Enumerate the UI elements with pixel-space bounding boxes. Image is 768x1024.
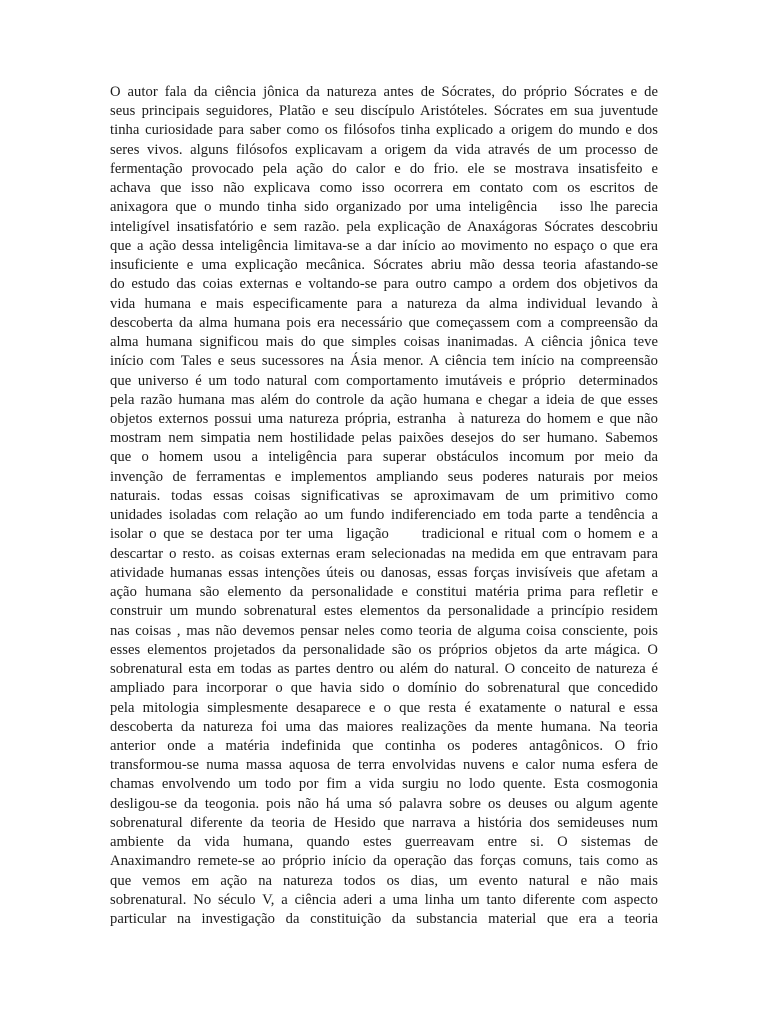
text-line: anterior onde a matéria indefinida que continha os poderes antagônicos. O frio <box>110 737 658 754</box>
text-line: descoberta da alma humana pois era necessário que começassem com a compreensão da <box>110 314 658 331</box>
text-line: particular na investigação da constituição da substancia material que era a teoria <box>110 911 658 928</box>
text-line: seres vivos. alguns filósofos explicavam a origem da vida através de um processo de <box>110 141 658 158</box>
text-line: que vemos em ação na natureza todos os dias, um evento natural e não mais <box>110 872 658 889</box>
text-line: Anaximandro remete-se ao próprio início da operação das forças comuns, tais como as <box>110 853 658 870</box>
text-line: desligou-se da teogonia. pois não há uma só palavra sobre os deuses ou algum agente <box>110 795 658 812</box>
text-line: alma humana significou mais do que simples coisas inanimadas. A ciência jônica teve <box>110 334 658 351</box>
text-line: transformou-se numa massa aquosa de terra envolvidas nuvens e calor numa esfera de <box>110 757 658 774</box>
text-line: insuficiente e uma explicação mecânica. Sócrates abriu mão dessa teoria afastando-se <box>110 257 658 274</box>
text-line: do estudo das coias externas e voltando-se para outro campo a ordem dos objetivos da <box>110 276 658 293</box>
text-line: sobrenatural esta em todas as partes dentro ou além do natural. O conceito de natureza é <box>110 661 658 678</box>
text-line: atividade humanas essas intenções úteis ou danosas, essas forças invisíveis que afetam a <box>110 564 658 581</box>
text-line: O autor fala da ciência jônica da natureza antes de Sócrates, do próprio Sócrates e de <box>110 84 658 100</box>
text-line: que a ação dessa inteligência limitava-se a dar início ao movimento no espaço o que era <box>110 237 658 254</box>
text-line: invenção de ferramentas e implementos ampliando seus poderes naturais por meios <box>110 468 658 485</box>
text-line: descartar o resto. as coisas externas eram selecionadas na medida em que entravam para <box>110 545 658 562</box>
text-line: construir um mundo sobrenatural estes elementos da personalidade a princípio residem <box>110 603 658 620</box>
text-line: que o homem usou a inteligência para superar obstáculos incomum por meio da <box>110 449 658 466</box>
text-line: nas coisas , mas não devemos pensar neles como teoria de alguma coisa consciente, pois <box>110 622 658 639</box>
text-line: esses elementos projetados da personalidade são os próprios objetos da arte mágica. O <box>110 641 658 658</box>
text-line: tinha curiosidade para saber como os filósofos tinha explicado a origem do mundo e dos <box>110 122 658 139</box>
text-line: início com Tales e seus sucessores na Ásia menor. A ciência tem início na compreensão <box>110 353 658 370</box>
text-line: pela mitologia simplesmente desaparece e o que resta é exatamente o natural e essa <box>110 699 658 716</box>
text-line: sobrenatural diferente da teoria de Hesido que narrava a história dos semideuses num <box>110 814 658 831</box>
text-line: seus principais seguidores, Platão e seu discípulo Aristóteles. Sócrates em sua juventude <box>110 103 658 120</box>
text-line: ambiente da vida humana, quando estes guerreavam entre si. O sistemas de <box>110 834 658 851</box>
text-line: objetos externos possui uma natureza própria, estranha à natureza do homem e que não <box>110 410 658 427</box>
text-line: pela razão humana mas além do controle da ação humana e chegar a ideia de que esses <box>110 391 658 408</box>
text-line: anixagora que o mundo tinha sido organizado por uma inteligência isso lhe parecia <box>110 199 658 216</box>
text-line: achava que isso não explicava como isso ocorrera em contato com os escritos de <box>110 180 658 197</box>
text-line: vida humana e mais especificamente para a natureza da alma individual levando à <box>110 295 658 312</box>
text-line: isolar o que se destaca por ter uma ligação tradicional e ritual com o homem e a <box>110 526 658 543</box>
text-line: inteligível insatisfatório e sem razão. pela explicação de Anaxágoras Sócrates descobriu <box>110 218 658 235</box>
text-line: descoberta da natureza foi uma das maiores realizações da mente humana. Na teoria <box>110 718 658 735</box>
text-line: chamas envolvendo um todo por fim a vida surgiu no lodo quente. Esta cosmogonia <box>110 776 658 793</box>
text-line: ampliado para incorporar o que havia sido o domínio do sobrenatural que concedido <box>110 680 658 697</box>
text-line: ação humana são elemento da personalidade e constitui matéria prima para refletir e <box>110 584 658 601</box>
text-line: sobrenatural. No século V, a ciência aderi a uma linha um tanto diferente com aspecto <box>110 891 658 908</box>
text-line: mostram nem simpatia nem hostilidade pelas paixões desejos do ser humano. Sabemos <box>110 430 658 447</box>
document-page <box>110 83 658 929</box>
text-line: naturais. todas essas coisas significativas se aproximavam de um primitivo como <box>110 487 658 504</box>
text-line: unidades isoladas com relação ao um fundo indiferenciado em toda parte a tendência a <box>110 507 658 524</box>
text-line: que universo é um todo natural com comportamento imutáveis e próprio determinados <box>110 372 658 389</box>
text-line: fermentação provocado pela ação do calor e do frio. ele se mostrava insatisfeito e <box>110 160 658 177</box>
